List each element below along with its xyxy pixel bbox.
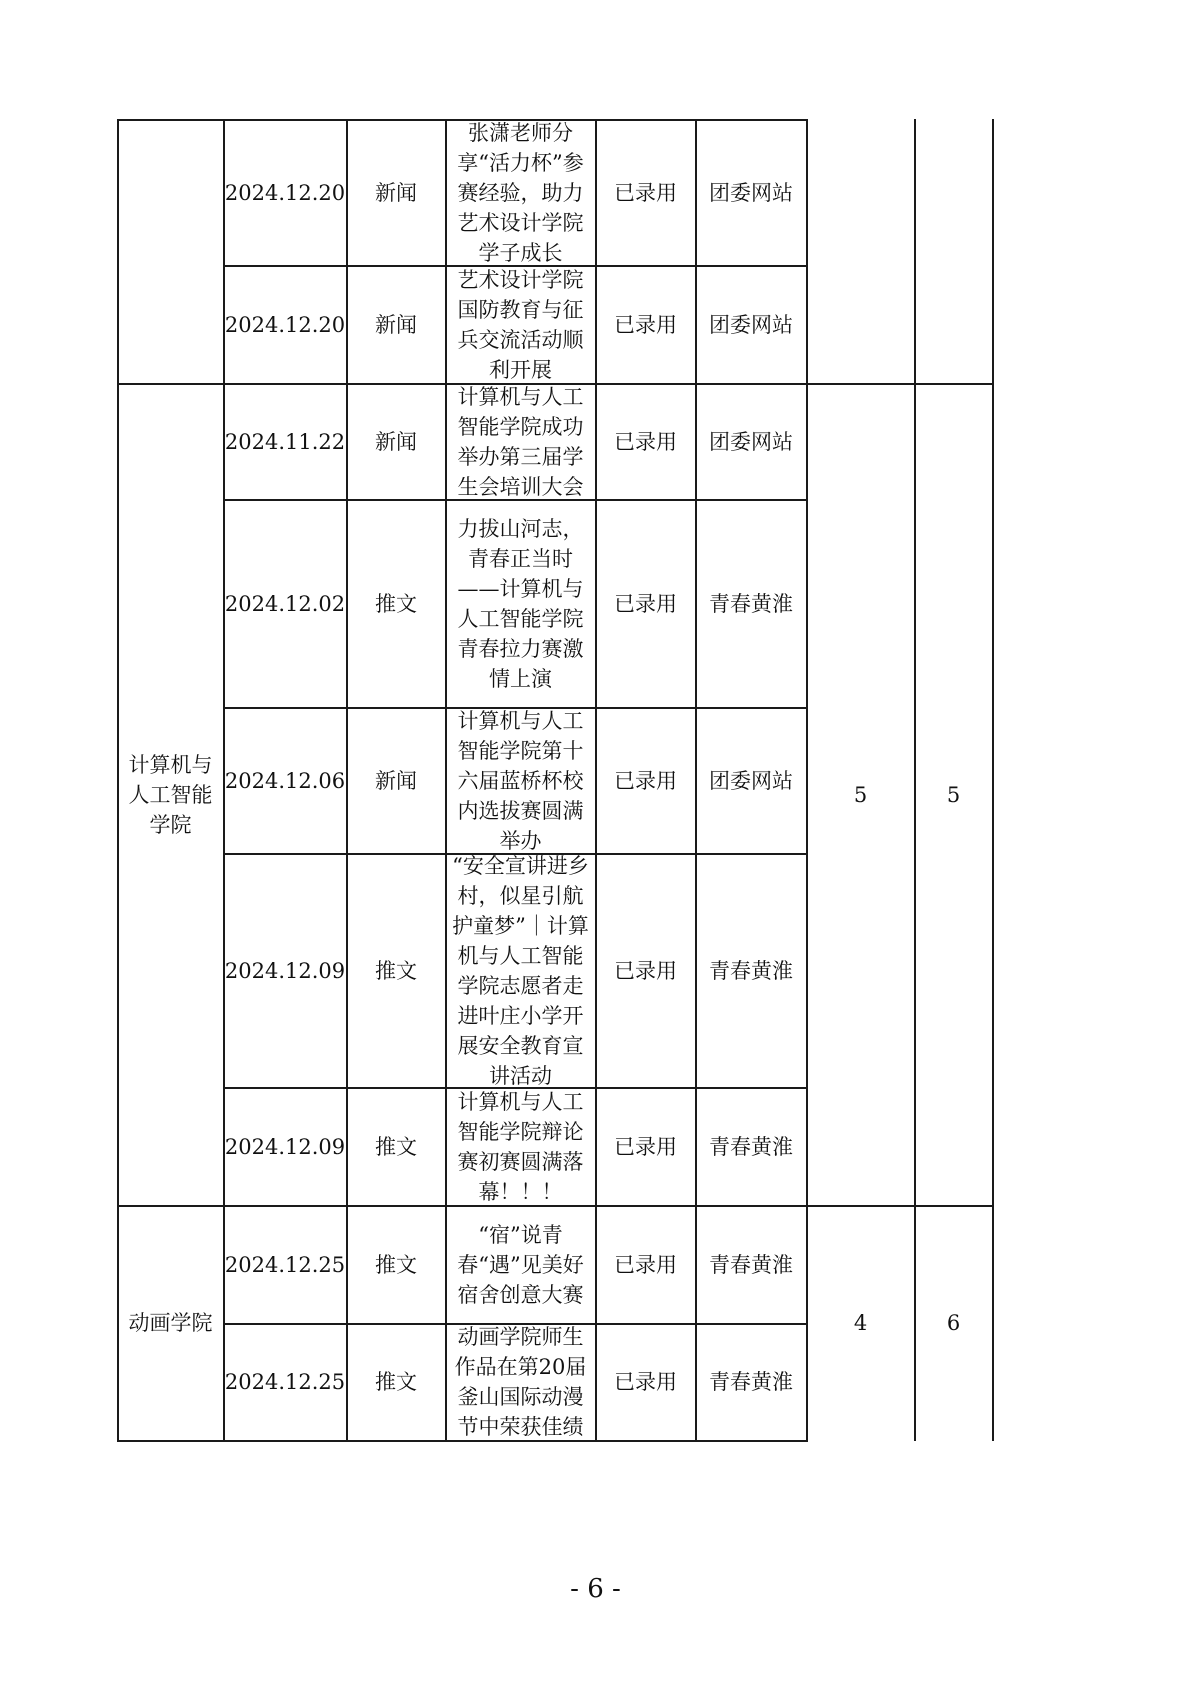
status-cell: 已录用 — [614, 958, 677, 983]
college-cell: 动画学院 — [128, 1311, 213, 1335]
platform-cell: 青春黄淮 — [709, 591, 793, 616]
college-cell — [118, 120, 223, 383]
platform-cell: 青春黄淮 — [709, 958, 793, 983]
platform-cell: 青春黄淮 — [709, 1134, 793, 1159]
count-b-cell — [915, 120, 992, 383]
status-cell: 已录用 — [614, 429, 677, 454]
platform-cell: 团委网站 — [709, 429, 793, 454]
date-cell: 2024.12.09 — [224, 958, 346, 983]
type-cell: 新闻 — [375, 429, 417, 454]
count-a-cell: 4 — [853, 1311, 868, 1335]
date-cell: 2024.12.20 — [224, 180, 346, 205]
status-cell: 已录用 — [614, 180, 677, 205]
type-cell: 新闻 — [375, 312, 417, 337]
type-cell: 推文 — [375, 591, 417, 616]
title-cell: 计算机与人工智能学院成功举办第三届学生会培训大会 — [457, 384, 584, 499]
date-cell: 2024.12.25 — [224, 1370, 346, 1394]
platform-cell: 团委网站 — [709, 768, 793, 793]
type-cell: 推文 — [375, 958, 417, 983]
date-cell: 2024.12.06 — [224, 768, 346, 793]
status-cell: 已录用 — [614, 1252, 677, 1277]
title-cell: 计算机与人工智能学院第十六届蓝桥杯校内选拔赛圆满举办 — [457, 708, 584, 853]
status-cell: 已录用 — [614, 591, 677, 616]
platform-cell: 青春黄淮 — [709, 1252, 793, 1277]
type-cell: 新闻 — [375, 768, 417, 793]
college-cell: 计算机与人工智能学院 — [128, 752, 213, 837]
title-cell: “宿”说青春“遇”见美好宿舍创意大赛 — [457, 1222, 584, 1307]
date-cell: 2024.12.25 — [224, 1252, 346, 1277]
type-cell: 推文 — [375, 1252, 417, 1277]
column-line — [992, 119, 994, 1441]
platform-cell: 青春黄淮 — [709, 1370, 793, 1394]
date-cell: 2024.12.09 — [224, 1134, 346, 1159]
count-b-cell: 5 — [946, 782, 961, 807]
date-cell: 2024.12.20 — [224, 312, 346, 337]
title-cell: 力拔山河志，青春正当时——计算机与人工智能学院青春拉力赛激情上演 — [457, 516, 584, 691]
title-cell: 张潇老师分享“活力杯”参赛经验，助力艺术设计学院学子成长 — [457, 120, 584, 265]
title-cell: 艺术设计学院国防教育与征兵交流活动顺利开展 — [457, 267, 584, 382]
status-cell: 已录用 — [614, 1370, 677, 1394]
title-cell: 计算机与人工智能学院辩论赛初赛圆满落幕！！！ — [457, 1089, 584, 1204]
page-number: - 6 - — [570, 1574, 621, 1604]
type-cell: 推文 — [375, 1370, 417, 1394]
platform-cell: 团委网站 — [709, 312, 793, 337]
type-cell: 新闻 — [375, 180, 417, 205]
title-cell: “安全宣讲进乡村，似星引航护童梦”｜计算机与人工智能学院志愿者走进叶庄小学开展安全教育宣讲活动 — [452, 853, 589, 1088]
status-cell: 已录用 — [614, 768, 677, 793]
type-cell: 推文 — [375, 1134, 417, 1159]
count-b-cell: 6 — [946, 1311, 961, 1335]
status-cell: 已录用 — [614, 1134, 677, 1159]
date-cell: 2024.11.22 — [224, 429, 346, 454]
platform-cell: 团委网站 — [709, 180, 793, 205]
count-a-cell: 5 — [853, 782, 868, 807]
count-a-cell — [807, 120, 914, 383]
status-cell: 已录用 — [614, 312, 677, 337]
title-cell: 动画学院师生作品在第20届釜山国际动漫节中荣获佳绩 — [454, 1325, 587, 1439]
date-cell: 2024.12.02 — [224, 591, 346, 616]
